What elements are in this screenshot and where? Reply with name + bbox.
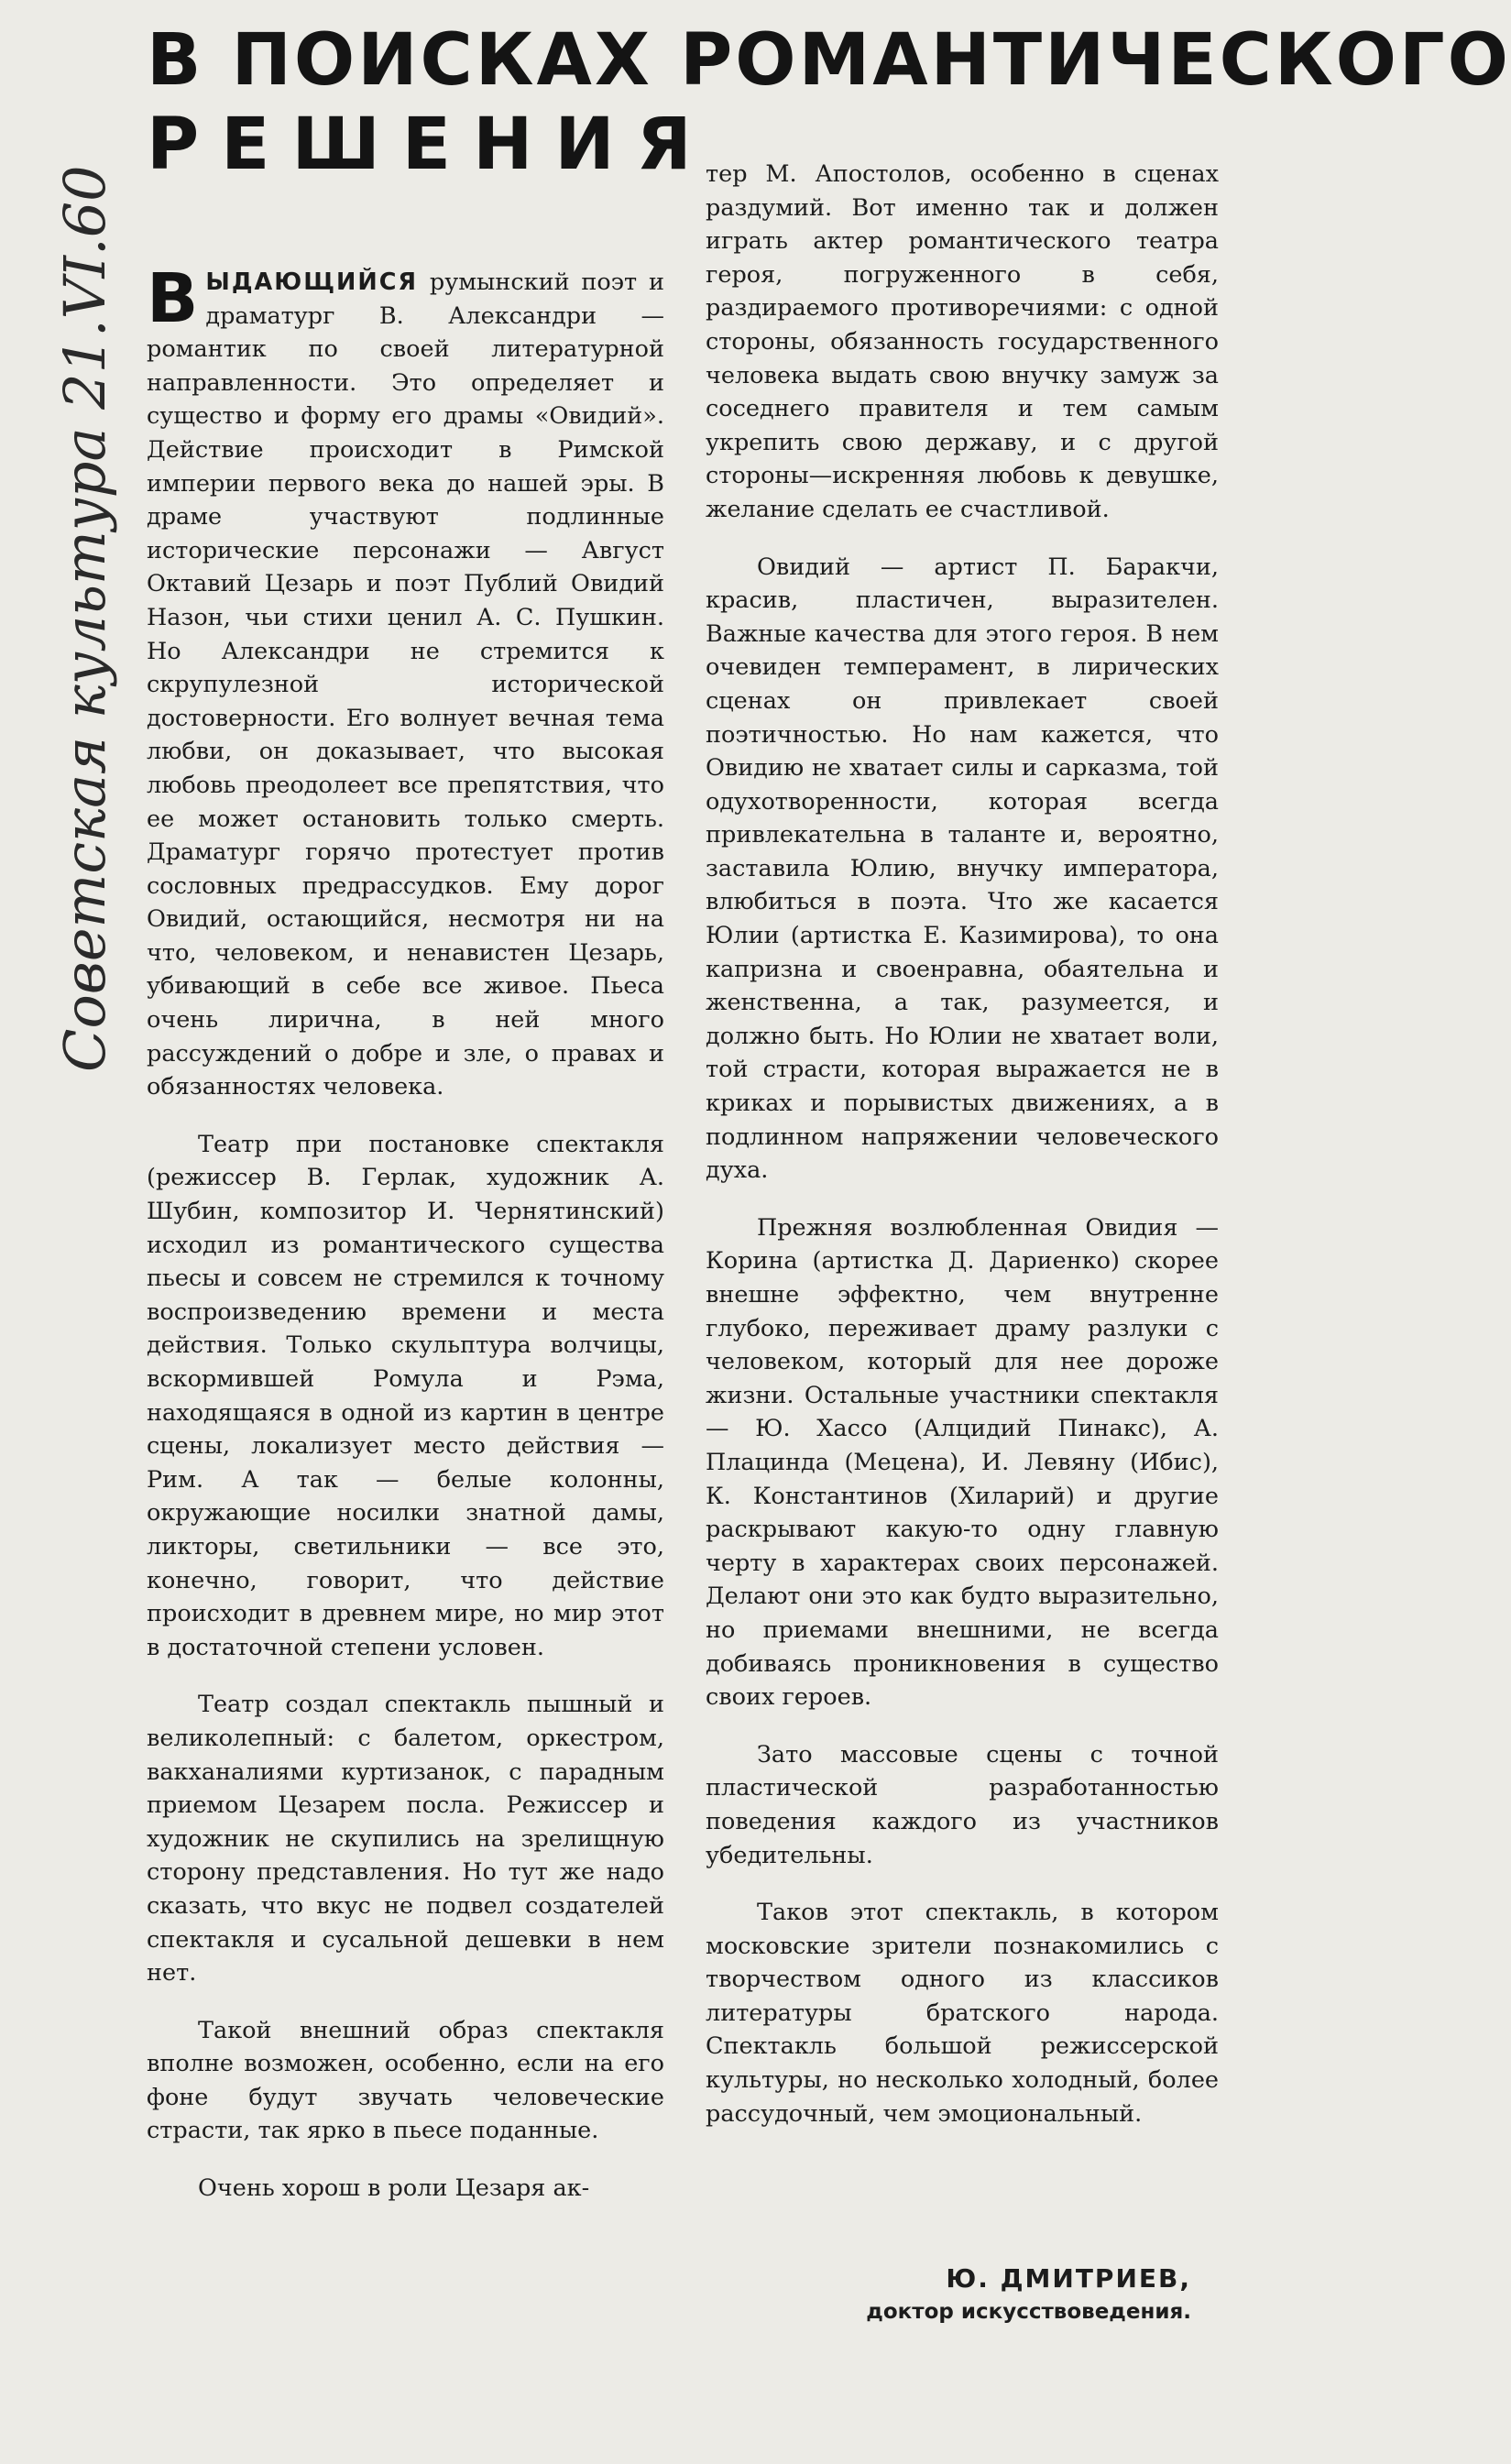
paragraph-mass-scenes: Зато массовые сцены с точной пластической разработанностью поведения каждого из участников убедительны. (706, 1740, 1219, 1869)
paragraph-spectacle: Театр создал спектакль пышный и великолепный: с балетом, оркестром, вакханалиями куртизанок, с парадным приемом Цезарем посла. Режиссер и художник не скупились на зрелищную сторону представления. Но тут же надо сказать, что вкус не подвел создателей спектакля и сусальной дешевки в нем нет. (147, 1691, 664, 1988)
paragraph-corina: Прежняя возлюбленная Овидия — Корина (артистка Д. Дариенко) скорее внешне эффектно, чем внутренне глубоко, переживает драму разлуки с человеком, который для нее дороже жизни. Остальные участники спектакля — Ю. Хассо (Алцидий Пинакс), А. Плацинда (Меценa), И. Левяну (Ибис), К. Константинов (Хиларий) и другие раскрывают какую-то одну главную черту в характерах своих персонажей. Делают они это как будто выразительно, но приемами внешними, не всегда добиваясь проникновения в существо своих героев. (706, 1213, 1219, 1712)
article-column-right (706, 158, 1219, 2130)
article-column-left (147, 259, 664, 2206)
author-name: Ю. ДМИТРИЕВ, (946, 2263, 1191, 2294)
paragraph-conclusion: Таков этот спектакль, в котором московские зрители познакомились с творчеством одного из классиков литературы братского народа. Спектакль большой режиссерской культуры, но несколько холодный, более рассудочный, чем эмоциональный. (706, 1899, 1219, 2128)
paragraph-production: Театр при постановке спектакля (режиссер В. Герлак, художник А. Шубин, композитор И. Чернятинский) исходил из романтического существа пьесы и совсем не стремился к точному воспроизведению времени и места действия. Только скульптура волчицы, вскормившей Ромула и Рэма, находящаяся в одной из картин в центре сцены, локализует место действия — Рим. А так — белые колонны, окружающие носилки знатной дамы, ликторы, светильники — все это, конечно, говорит, что действие происходит в древнем мире, но мир этот в достаточной степени условен. (147, 1130, 664, 1661)
paragraph-ovid: Овидий — артист П. Баракчи, красив, пластичен, выразителен. Важные качества для этого героя. В нем очевиден темперамент, в лирических сценах он привлекает своей поэтичностью. Но нам кажется, что Овидию не хватает силы и сарказма, той одухотворенности, которая всегда привлекательна в таланте и, вероятно, заставила Юлию, внучку императора, влюбиться в поэта. Что же касается Юлии (артистка Е. Казимирова), то она капризна и своенравна, обаятельна и женственна, а так, разумеется, и должно быть. Но Юлии не хватает воли, той страсти, которая выражается не в криках и порывистых движениях, а в подлинном напряжении человеческого духа. (706, 553, 1219, 1185)
lead-paragraph (147, 259, 664, 1104)
lead-word: ЫДАЮЩИЙСЯ (205, 268, 419, 296)
headline-line-2: РЕШЕНИЯ (147, 104, 714, 186)
drop-cap: В (147, 259, 199, 338)
paragraph-caesar-cont: тер М. Апостолов, особенно в сценах раздумий. Вот именно так и должен играть актер романтического театра героя, погруженного в себя, раздираемого противоречиями: с одной стороны, обязанность государственного человека выдать свою внучку замуж за соседнего правителя и тем самым укрепить свою державу, и с другой стороны—искренняя любовь к девушке, желание сделать ее счастливой. (706, 160, 1219, 523)
handwritten-note-graphic (20, 101, 139, 1090)
margin-note-text: Советская культура 21.VI.60 (51, 165, 118, 1072)
handwritten-margin-note (20, 101, 139, 1090)
paragraph-outer-image: Такой внешний образ спектакля вполне возможен, особенно, если на его фоне будут звучать человеческие страсти, так ярко в пьесе поданные. (147, 2016, 664, 2145)
headline-line-1: В ПОИСКАХ РОМАНТИЧЕСКОГО (147, 19, 1511, 102)
author-title: доктор искусствоведения. (866, 2300, 1191, 2324)
lead-paragraph-text: румынский поэт и драматург В. Александри — романтик по своей литературной направленности. Это определяет и существо и форму его драмы «Овидий». Действие происходит в Римской империи первого века до нашей эры. В драме участвуют подлинные исторические персонажи — Август Октавий Цезарь и поэт Публий Овидий Назон, чьи стихи ценил А. С. Пушкин. Но Александри не стремится к скрупулезной исторической достоверности. Его волнует вечная тема любви, он доказывает, что высокая любовь преодолеет все препятствия, что ее может остановить только смерть. Драматург горячо протестует против сословных предрассудков. Ему дорог Овидий, остающийся, несмотря ни на что, человеком, и ненавистен Цезарь, убивающий в себе все живое. Пьеса очень лирична, в ней много рассуждений о добре и зле, о правах и обязанностях человека. (147, 268, 664, 1101)
paragraph-caesar-start: Очень хорош в роли Цезаря ак- (198, 2174, 590, 2203)
